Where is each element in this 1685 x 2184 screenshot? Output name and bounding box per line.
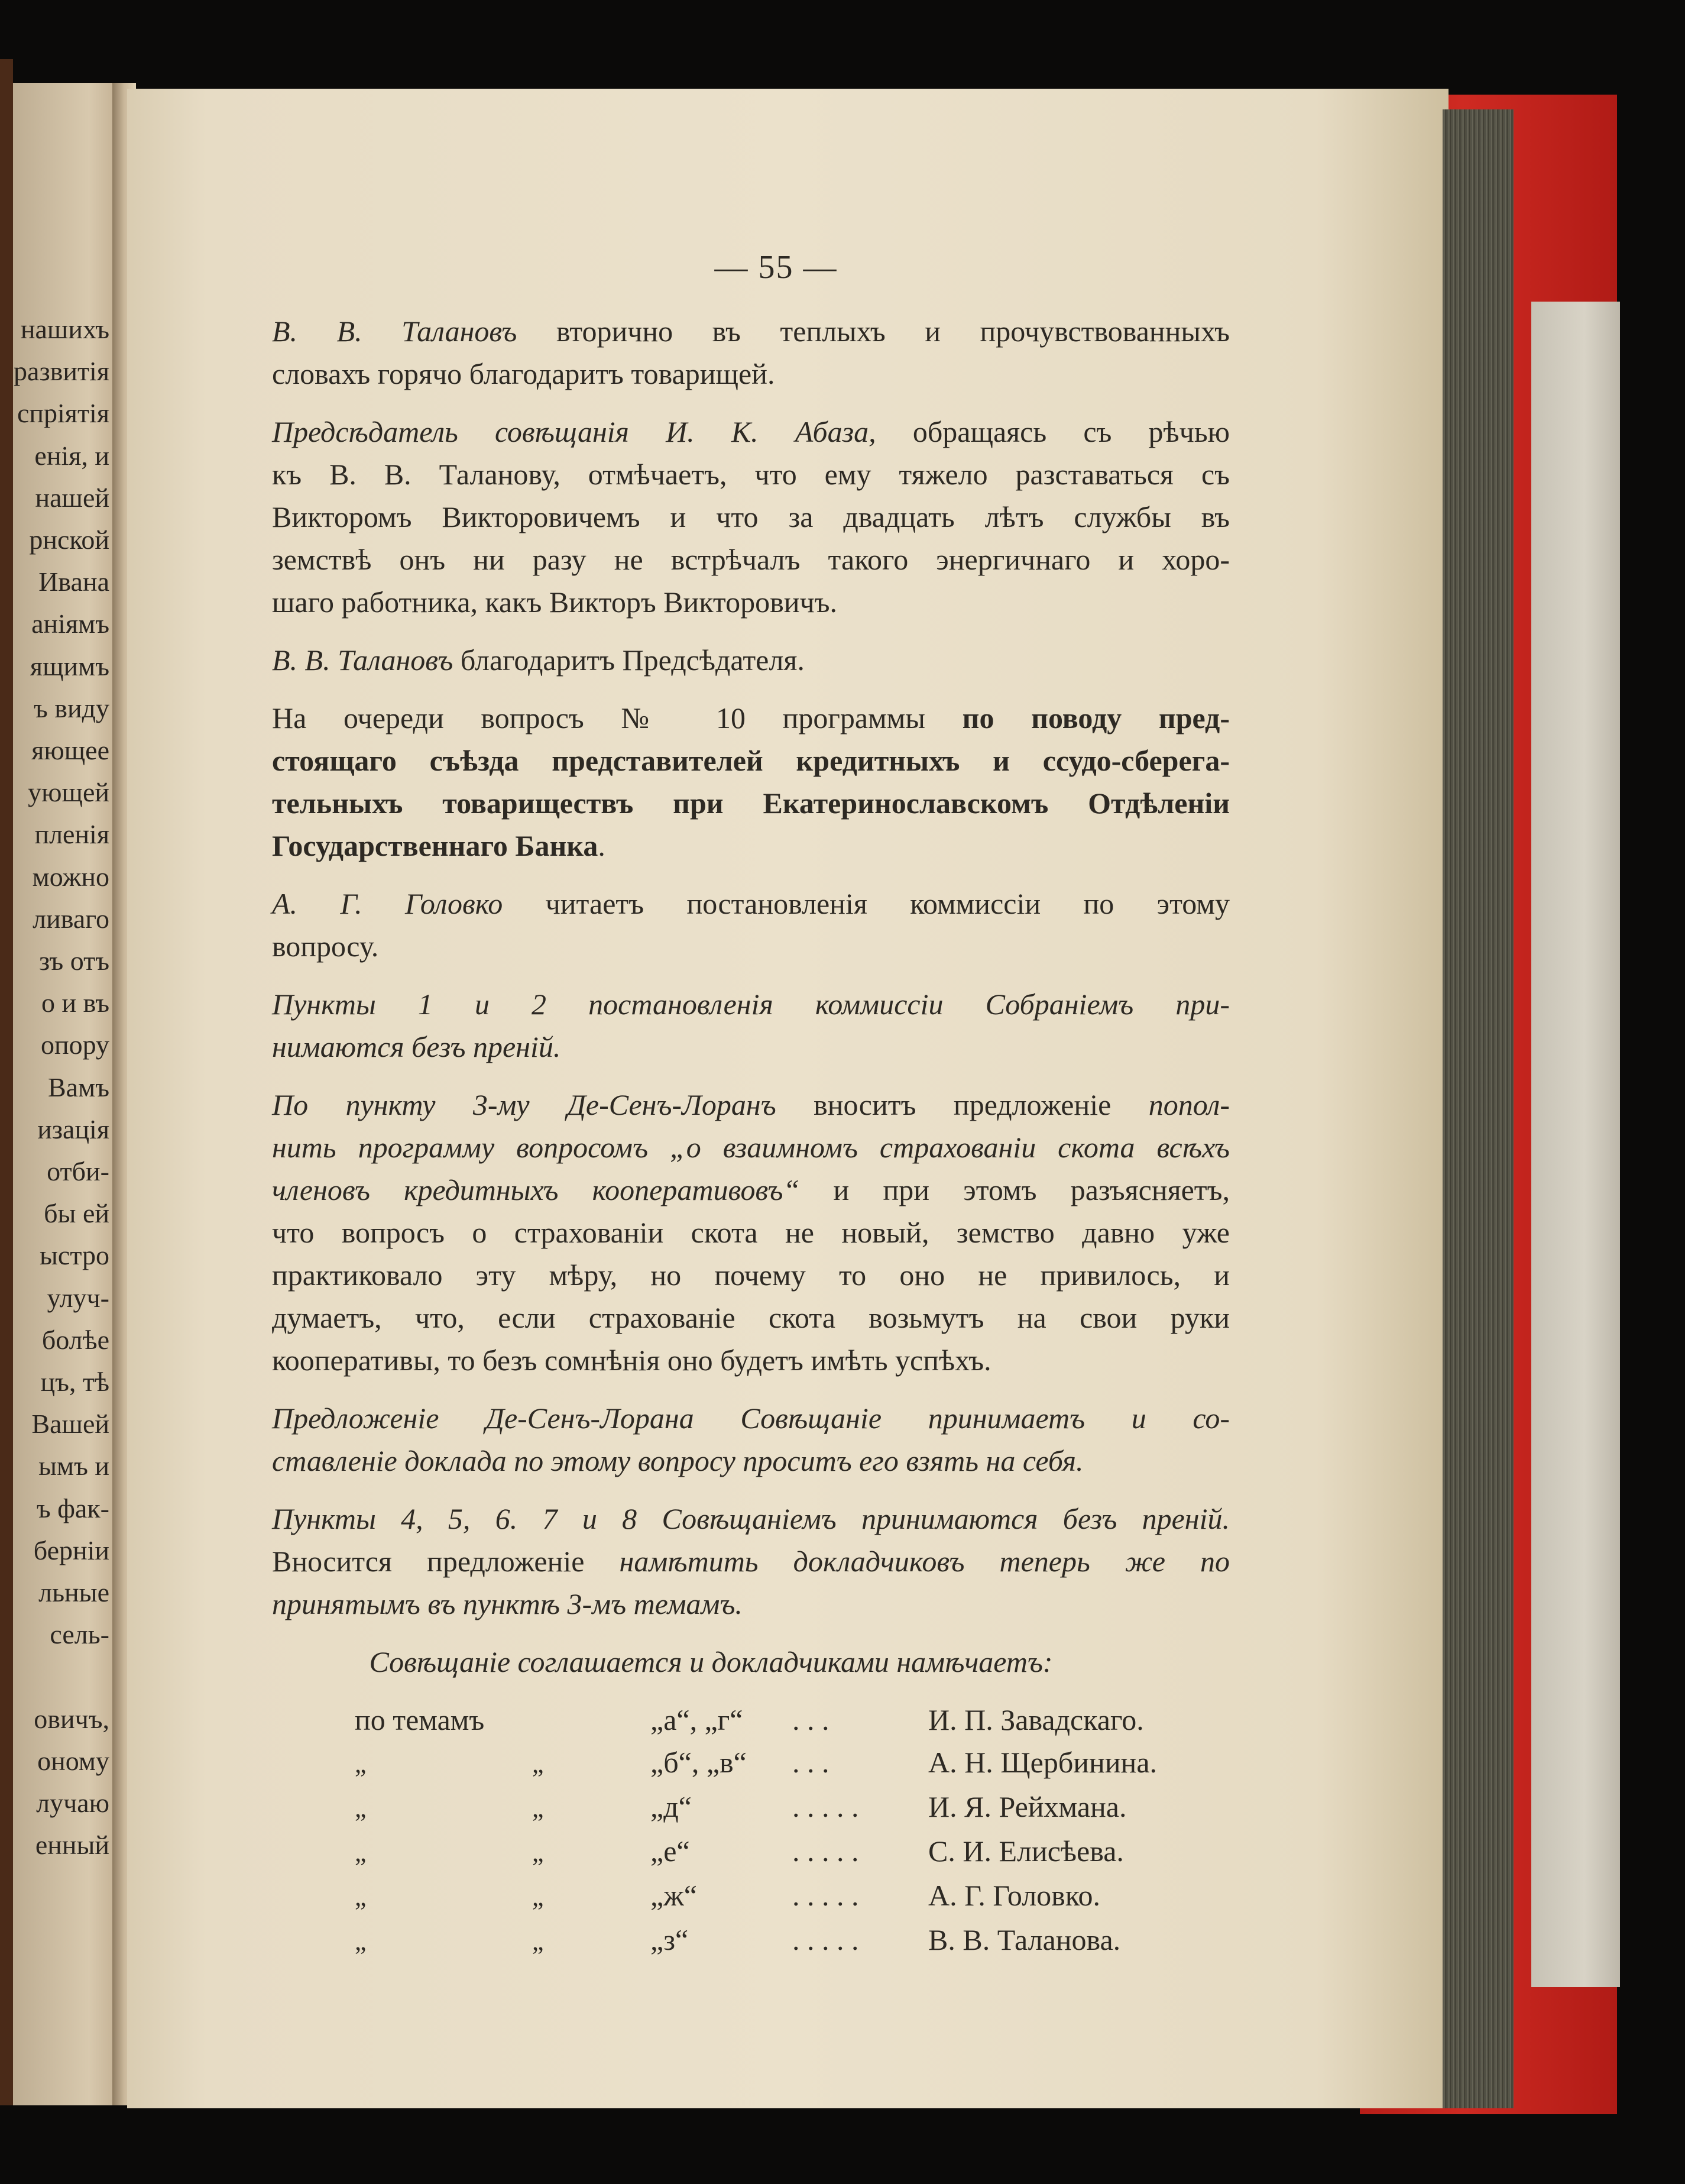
left-page-text-fragment: бы ей: [44, 1198, 109, 1229]
left-page-text-fragment: ымъ и: [38, 1451, 109, 1481]
left-page-text-fragment: болѣе: [41, 1324, 109, 1355]
left-page-text-fragment: лучаю: [36, 1788, 109, 1818]
assignment-name: С. И. Елисѣева.: [928, 1834, 1124, 1868]
left-page-text-fragment: развитія: [14, 356, 109, 387]
assignment-name: А. Н. Щербинина.: [928, 1746, 1158, 1779]
assignment-name: А. Г. Головко.: [928, 1879, 1101, 1912]
left-page-text-fragment: ящимъ: [30, 651, 109, 681]
assignment-c2: „: [532, 1838, 544, 1867]
paragraph-9: Пункты 4, 5, 6. 7 и 8 Совѣщаніемъ принимаются безъ преній. Вносится предложеніе намѣтить докладчиковъ теперь же по принятымъ въ пунктѣ 3-мъ темамъ.: [272, 1502, 1230, 1620]
assignment-row: [355, 1918, 1230, 1963]
left-page-text-fragment: Вашей: [31, 1409, 109, 1439]
left-page-text-fragment: изація: [37, 1114, 109, 1144]
page-number: — 55 —: [714, 249, 838, 286]
paragraph-6: Пункты 1 и 2 постановленія коммиссіи Собраніемъ при- нимаются безъ преній.: [272, 988, 1230, 1063]
speaker-name: В. В. Талановъ: [272, 643, 453, 677]
assignment-themes: „а“, „г“: [650, 1703, 743, 1736]
left-page-text-fragment: ъ виду: [33, 693, 109, 723]
speaker-name: В. В. Талановъ: [272, 315, 517, 348]
left-page-text-fragment: рнской: [29, 525, 109, 555]
assignment-row: [355, 1830, 1230, 1874]
assignment-c1: „: [355, 1882, 367, 1911]
paragraph-8: Предложеніе Де-Сенъ-Лорана Совѣщаніе принимаетъ и со- ставленіе доклада по этому вопросу проситъ его взять на себя.: [272, 1402, 1230, 1477]
assignment-c1: по темамъ: [355, 1703, 485, 1736]
left-page-text-fragment: можно: [32, 861, 109, 892]
left-page-text-fragment: цъ, тѣ: [40, 1367, 109, 1397]
assignment-name: И. Я. Рейхмана.: [928, 1790, 1127, 1823]
left-page-text-fragment: пленія: [34, 819, 109, 850]
left-page-text-fragment: ыстро: [40, 1240, 109, 1271]
assignment-row: [355, 1874, 1230, 1918]
page-text: [192, 248, 1230, 1963]
assignment-name: И. П. Завадскаго.: [928, 1703, 1144, 1736]
left-page-text-fragment: зъ отъ: [39, 946, 109, 976]
assignment-name: В. В. Таланова.: [928, 1923, 1121, 1956]
left-page-text-fragment: улуч-: [47, 1282, 109, 1313]
left-page-text-fragment: нашихъ: [20, 314, 109, 344]
left-page-text-fragment: о и въ: [41, 988, 109, 1018]
assignment-dots: . . . . .: [792, 1879, 859, 1912]
left-page-text-fragment: оному: [37, 1745, 109, 1776]
assignment-c2: „: [532, 1749, 544, 1778]
assignment-row: [355, 1741, 1230, 1785]
assignment-row: [355, 1698, 1230, 1741]
assignment-dots: . . . . .: [792, 1834, 859, 1868]
assignment-dots: . . .: [792, 1746, 829, 1779]
left-page-text-fragment: овичъ,: [34, 1703, 109, 1734]
left-page-text-fragment: отби-: [47, 1156, 109, 1186]
assignment-c2: „: [532, 1927, 544, 1956]
assignment-dots: . . .: [792, 1703, 829, 1736]
paragraph-5: А. Г. Головко читаетъ постановленія коммиссіи по этому вопросу.: [272, 887, 1230, 963]
paragraph-3: В. В. Талановъ благодаритъ Предсѣдателя.: [272, 643, 805, 677]
left-page-text-fragment: енія, и: [34, 440, 109, 471]
assignment-c1: „: [355, 1794, 367, 1823]
left-page-text-fragment: ующей: [28, 777, 109, 808]
left-page-text-fragment: нашей: [35, 482, 109, 513]
left-page-text-fragment: опору: [40, 1030, 109, 1060]
assignment-themes: „д“: [650, 1790, 692, 1823]
paragraph-10: Совѣщаніе соглашается и докладчиками намѣчаетъ:: [369, 1645, 1053, 1678]
left-page-text-fragment: берніи: [33, 1535, 109, 1565]
left-page-text-fragment: спріятія: [17, 398, 109, 429]
left-page-text-fragment: енный: [35, 1830, 109, 1861]
left-page-text-fragment: аніямъ: [31, 609, 109, 639]
paragraph-2: Предсѣдатель совѣщанія И. К. Абаза, обращаясь съ рѣчью къ В. В. Таланову, отмѣчаетъ, что ему тяжело разставаться съ Викторомъ Викторовичемъ и что за двадцать лѣтъ службы въ земствѣ онъ ни разу не встрѣчалъ такого энергичнаго и хоро- шаго работника, какъ Викторъ Викторовичъ.: [272, 415, 1230, 619]
assignment-row: [355, 1785, 1230, 1830]
left-page-fragment: [0, 83, 127, 2105]
assignment-c2: „: [532, 1882, 544, 1911]
left-spine: [0, 59, 13, 2105]
left-page-text-fragment: яющее: [31, 735, 109, 765]
assignment-themes: „з“: [650, 1923, 689, 1956]
left-page-text-fragment: сель-: [50, 1619, 109, 1650]
speaker-assignments: [355, 1698, 1230, 1963]
speaker-name: Предсѣдатель совѣщанія И. К. Абаза,: [272, 415, 876, 448]
page-edges: [1443, 109, 1514, 2108]
assignment-themes: „б“, „в“: [650, 1746, 747, 1779]
paragraph-7: По пункту 3-му Де-Сенъ-Лоранъ вноситъ предложеніе попол- нить программу вопросомъ „о взаимномъ страхованіи скота всѣхъ членовъ кредитныхъ кооперативовъ“ и при этомъ разъясняетъ, что вопросъ о страхованіи скота не новый, земство давно уже практиковало эту мѣру, но почему то оно не привилось, и думаетъ, что, если страхованіе скота возьмутъ на свои руки кооперативы, то безъ сомнѣнія оно будетъ имѣть успѣхъ.: [272, 1088, 1230, 1377]
left-page-text-fragment: льные: [38, 1577, 109, 1607]
assignment-themes: „ж“: [650, 1879, 697, 1912]
page-stack-background: [1531, 302, 1620, 1987]
paragraph-1: В. В. Талановъ вторично въ теплыхъ и прочувствованныхъ словахъ горячо благодаритъ товарищей.: [272, 315, 1230, 390]
assignment-themes: „е“: [650, 1834, 690, 1868]
left-page-text-fragment: ъ фак-: [36, 1493, 109, 1523]
left-page-text-fragment: Ивана: [38, 567, 109, 597]
assignment-c1: „: [355, 1838, 367, 1867]
assignment-dots: . . . . .: [792, 1923, 859, 1956]
left-page-text-fragment: ливаго: [33, 903, 109, 934]
paragraph-4: На очереди вопросъ № 10 программы по поводу пред- стоящаго съѣзда представителей кредитныхъ и ссудо-сберега- тельныхъ товариществъ при Екатеринославскомъ Отдѣленіи Государственнаго Банка.: [272, 701, 1230, 862]
assignment-c1: „: [355, 1927, 367, 1956]
assignment-c2: „: [532, 1794, 544, 1823]
speaker-name: А. Г. Головко: [272, 887, 503, 920]
assignment-dots: . . . . .: [792, 1790, 859, 1823]
left-page-text-fragment: Вамъ: [48, 1072, 109, 1102]
assignment-c1: „: [355, 1749, 367, 1778]
